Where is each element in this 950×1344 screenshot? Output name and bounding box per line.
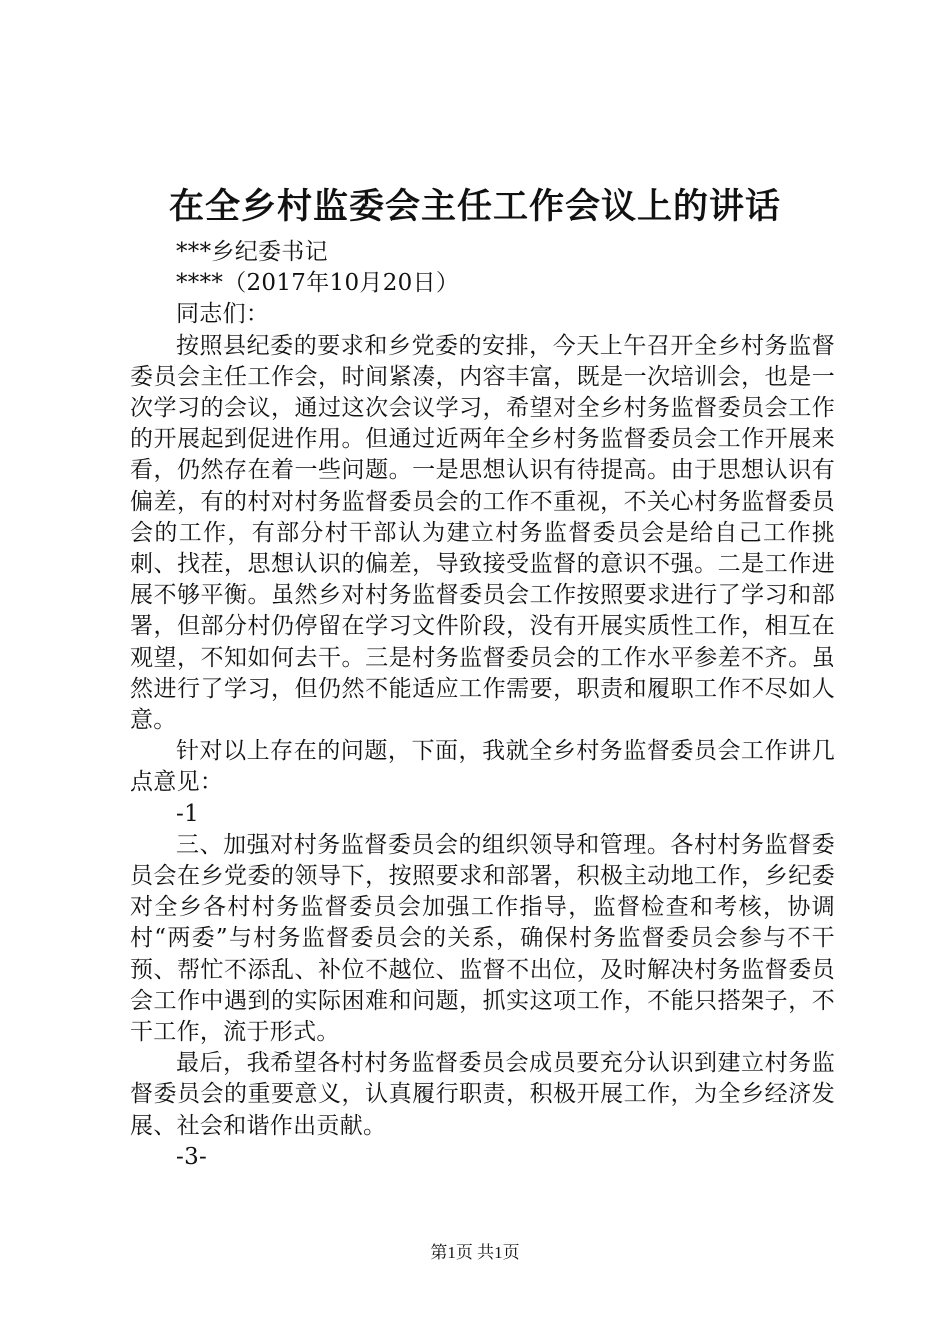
document-body (130, 237, 835, 1173)
author-line: ***乡纪委书记 (176, 239, 328, 265)
date-line: ****（2017年10月20日） (176, 270, 460, 297)
document-title: 在全乡村监委会主任工作会议上的讲话 (168, 187, 781, 227)
salutation: 同志们： (176, 301, 270, 328)
paragraph: 按照县纪委的要求和乡党委的安排，今天上午召开全乡村务监督委员会主任工作会，时间紧凑，内容丰富，既是一次培训会，也是一次学习的会议，通过这次会议学习，希望对全乡村务监督委员会工作的开展起到促进作用。但通过近两年全乡村务监督委员会工作开展来看，仍然存在着一些问题。一是思想认识有待提高。由于思想认识有偏差，有的村对村务监督委员会的工作不重视，不关心村务监督委员会的工作，有部分村干部认为建立村务监督委员会是给自己工作挑刺、找茬，思想认识的偏差，导致接受监督的意识不强。二是工作进展不够平衡。虽然乡对村务监督委员会工作按照要求进行了学习和部署，但部分村仍停留在学习文件阶段，没有开展实质性工作，相互在观望，不知如何去干。三是村务监督委员会的工作水平参差不齐。虽然进行了学习，但仍然不能适应工作需要，职责和履职工作不尽如人意。 (130, 332, 835, 734)
page-footer: 第1页 共1页 (430, 1243, 520, 1262)
paragraph: 三、加强对村务监督委员会的组织领导和管理。各村村务监督委员会在乡党委的领导下，按照要求和部署，积极主动地工作，乡纪委对全乡各村村务监督委员会加强工作指导，监督检查和考核，协调村“两委”与村务监督委员会的关系，确保村务监督委员会参与不干预、帮忙不添乱、补位不越位、监督不出位，及时解决村务监督委员会工作中遇到的实际困难和问题，抓实这项工作，不能只搭架子，不干工作，流于形式。 (130, 831, 835, 1046)
page-marker: -3- (176, 1143, 208, 1170)
paragraph: 针对以上存在的问题，下面，我就全乡村务监督委员会工作讲几点意见： (130, 738, 835, 796)
paragraph: 最后，我希望各村村务监督委员会成员要充分认识到建立村务监督委员会的重要意义，认真履行职责，积极开展工作，为全乡经济发展、社会和谐作出贡献。 (130, 1050, 835, 1139)
page-marker: -1 (176, 800, 200, 827)
